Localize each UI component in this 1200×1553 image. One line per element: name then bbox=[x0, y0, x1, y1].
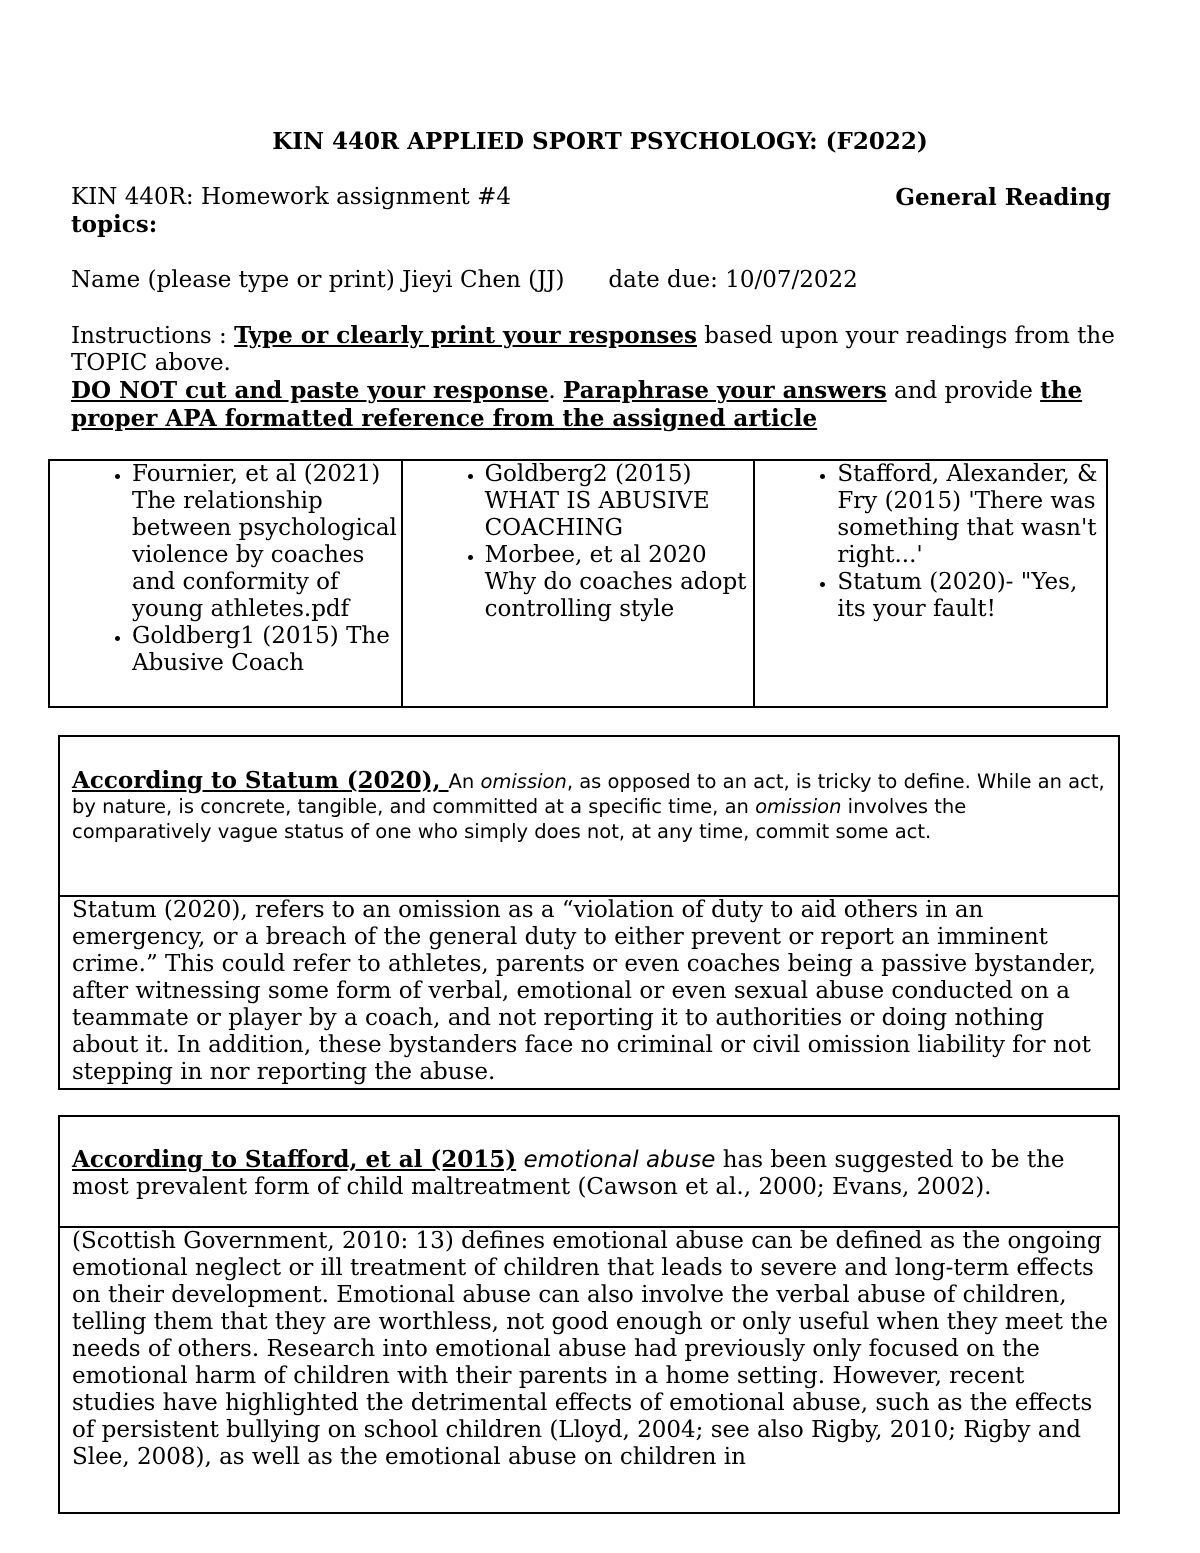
topic-item: • Morbee, et al 2020 Why do coaches adopt controlling style bbox=[485, 542, 754, 623]
apa-reference-note: the proper APA formatted reference from the assigned article bbox=[71, 377, 1083, 432]
topics-label: topics: bbox=[71, 211, 158, 238]
statum-quote-term: omission bbox=[480, 770, 567, 793]
student-name: Name (please type or print) Jieyi Chen (JJ) bbox=[71, 267, 565, 293]
topics-column-3 bbox=[754, 460, 1107, 707]
stafford-heading: According to Stafford, et al (2015) bbox=[72, 1146, 517, 1173]
statum-heading: According to Statum (2020), bbox=[72, 767, 449, 794]
statum-quote-text: involves the comparatively vague status of one who simply does not, at any time, commit some act. bbox=[72, 795, 967, 843]
topics-table bbox=[48, 459, 1108, 708]
instructions-emphasis: Type or clearly print your responses bbox=[234, 322, 697, 349]
stafford-quote-term: emotional abuse bbox=[523, 1147, 716, 1173]
statum-quote-text: An bbox=[448, 770, 481, 793]
assignment-label: KIN 440R: Homework assignment #4 bbox=[71, 184, 511, 210]
statum-quote-text: , as opposed to an act, is tricky to define. While an act, by nature, is concrete, tangible, and committed at a specific time, an bbox=[72, 770, 1105, 818]
topics-column-1 bbox=[49, 460, 402, 707]
topic-item: • Goldberg2 (2015) WHAT IS ABUSIVE COACHING bbox=[485, 461, 754, 542]
topic-item: • Fournier, et al (2021) The relationship between psychological violence by coaches and conformity of young athletes.pdf bbox=[132, 461, 401, 623]
document-title: KIN 440R APPLIED SPORT PSYCHOLOGY: (F2022) bbox=[272, 128, 928, 155]
statum-box bbox=[58, 735, 1120, 1090]
stafford-quote bbox=[60, 1117, 1118, 1226]
name-line bbox=[71, 267, 858, 294]
stafford-response: (Scottish Government, 2010: 13) defines emotional abuse can be defined as the ongoing emotional neglect or ill treatment of children that leads to severe and long-term effects on their development. Emotional abuse can also involve the verbal abuse of children, telling them that they are worthless, not good enough or only useful when they meet the needs of others. Research into emotional abuse had previously only focused on the emotional harm of children with their parents in a home setting. However, recent studies have highlighted the detrimental effects of emotional abuse, such as the effects of persistent bullying on school children (Lloyd, 2004; see also Rigby, 2010; Rigby and Slee, 2008), as well as the emotional abuse on children in bbox=[72, 1228, 1109, 1470]
stafford-quote-text: has been suggested to be the most prevalent form of child maltreatment (Cawson et al., 2000; Evans, 2002). bbox=[72, 1147, 1065, 1200]
paraphrase-note: Paraphrase your answers bbox=[563, 377, 887, 404]
statum-quote bbox=[60, 737, 1118, 895]
instructions bbox=[71, 322, 1121, 433]
topic-item: • Statum (2020)- "Yes, its your fault! bbox=[837, 569, 1106, 623]
date-due: date due: 10/07/2022 bbox=[608, 267, 858, 293]
topic-item: • Goldberg1 (2015) The Abusive Coach bbox=[132, 623, 401, 677]
instructions-text: based upon your readings from the TOPIC above. bbox=[71, 323, 1115, 376]
assignment-line bbox=[71, 184, 1111, 238]
statum-quote-term: omission bbox=[755, 795, 842, 818]
instructions-period: . bbox=[548, 378, 564, 404]
stafford-quote-text bbox=[516, 1147, 523, 1173]
instructions-prefix: Instructions : bbox=[71, 323, 235, 349]
general-reading-label: General Reading bbox=[895, 184, 1111, 211]
stafford-box bbox=[58, 1115, 1120, 1514]
topic-item: • Stafford, Alexander, & Fry (2015) 'There was something that wasn't right...' bbox=[837, 461, 1106, 569]
do-not-warning: DO NOT cut and paste your response bbox=[71, 377, 549, 404]
instructions-text-2: and provide bbox=[886, 378, 1041, 404]
statum-response: Statum (2020), refers to an omission as a “violation of duty to aid others in an emergency, or a breach of the general duty to either prevent or report an imminent crime.” This could refer to athletes, parents or even coaches being a passive bystander, after witnessing some form of verbal, emotional or even sexual abuse conducted on a teammate or player by a coach, and not reporting it to authorities or doing nothing about it. In addition, these bystanders face no criminal or civil omission liability for not stepping in nor reporting the abuse. bbox=[72, 897, 1096, 1085]
topics-column-2 bbox=[402, 460, 755, 707]
